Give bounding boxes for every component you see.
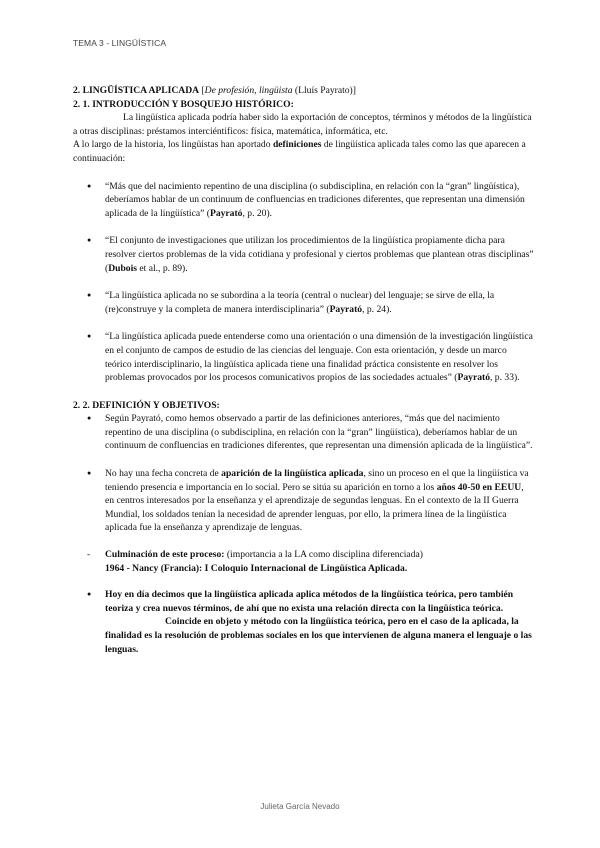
page-header: TEMA 3 - LINGÜÍSTICA <box>73 38 167 48</box>
definition-item: ● “Más que del nacimiento repentino de una disciplina (o subdisciplina, en relación con la “gran” lingüística), deberíamos hablar de un continuum de confluencias en tradiciones diferentes, que representan una dimensión aplicada de la lingüística” (Payrató, p. 20). <box>73 180 535 221</box>
conclusion-item: ● Hoy en día decimos que la lingüística aplicada aplica métodos de la lingüística teórica, pero también teoriza y crea nuevos términos, de ahí que no exista una relación directa con la lingüística teórica. Coincide en objeto y método con la lingüística teórica, pero en el caso de la aplicada, la finalidad es la resolución de problemas sociales en los que intervienen de alguna manera el lenguaje o las lenguas. <box>73 588 535 656</box>
objectives-list <box>73 412 535 535</box>
definitions-lead: A lo largo de la historia, los lingüistas han aportado definiciones de lingüística aplicada tales como las que aparecen a continuación: <box>73 139 526 164</box>
definition-item: ● “El conjunto de investigaciones que utilizan los procedimientos de la lingüística propiamente dicha para resolver ciertos problemas de la vida cotidiana y profesional y ciertos problemas que plantean otras disciplinas” (Dubois et al., p. 89). <box>73 234 535 275</box>
subsection-title-2: 2. 2. DEFINICIÓN Y OBJETIVOS: <box>73 399 220 411</box>
section-title: 2. LINGÜÍSTICA APLICADA [De profesión, lingüista (Lluís Payrato)] <box>73 85 356 96</box>
objective-item: ● No hay una fecha concreta de aparición de la lingüística aplicada, sino un proceso en el que la lingüística va teniendo presencia e importancia en lo social. Pero se sitúa su aparición en torno a los años 40-50 en EEUU, en centros interesados por la enseñanza y el aprendizaje de segundas lenguas. En el contexto de la II Guerra Mundial, los soldados tenían la necesidad de aprender lenguas, por ello, la primera línea de la lingüística aplicada fue la enseñanza y aprendizaje de lenguas. <box>73 467 535 535</box>
document-body <box>73 84 535 656</box>
objective-item: ● Según Payrató, como hemos observado a partir de las definiciones anteriores, “más que del nacimiento repentino de una disciplina (o subdisciplina, en relación con la “gran” lingüística), deberíamos hablar de un continuum de confluencias en tradiciones diferentes, que representan una dimensión aplicada de la lingüística”. <box>73 412 535 453</box>
subsection-title-1: 2. 1. INTRODUCCIÓN Y BOSQUEJO HISTÓRICO: <box>73 98 294 110</box>
definition-item: ● “La lingüística aplicada no se subordina a la teoría (central o nuclear) del lenguaje; se sirve de ella, la (re)construye y la completa de manera interdisciplinaria” (Payrató, p. 24). <box>73 289 535 316</box>
definitions-list <box>73 180 535 385</box>
conclusion-list <box>73 588 535 656</box>
intro-paragraph: La lingüística aplicada podría haber sido la exportación de conceptos, términos y métodos de la lingüística a otras disciplinas: préstamos interciéntificos: física, matemática, informática, etc. <box>73 112 532 137</box>
culmination-item: - Culminación de este proceso: (importancia a la LA como disciplina diferenciada) 1964 - Nancy (Francia): I Coloquio Internacional de Lingüística Aplicada. <box>73 548 535 575</box>
page-footer: Julieta García Nevado <box>260 802 340 811</box>
definition-item: ● “La lingüística aplicada puede entenderse como una orientación o una dimensión de la investigación lingüística en el conjunto de campos de estudio de las ciencias del lenguaje. Con esta orientación, y desde un marco teórico interdisciplinario, la lingüística aplicada tiene una finalidad práctica consistente en resolver los problemas provocados por los procesos comunicativos propios de las sociedades actuales” (Payrató, p. 33). <box>73 330 535 384</box>
